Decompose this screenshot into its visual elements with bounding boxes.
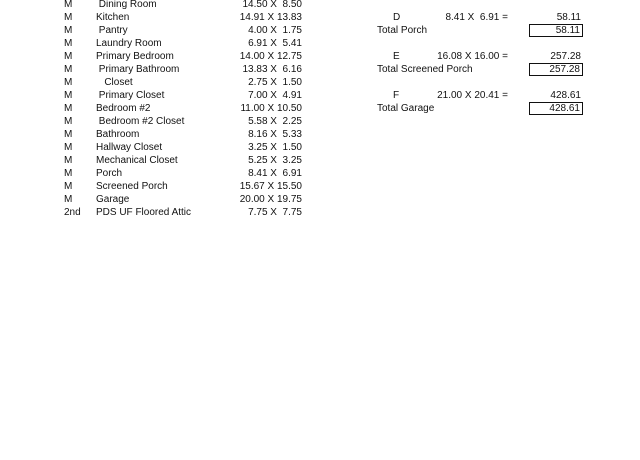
room-name: Closet: [96, 77, 133, 88]
room-row: [0, 63, 320, 76]
calc-row: [376, 89, 586, 102]
room-dimensions: 8.41 X 6.91: [248, 168, 302, 179]
room-row: [0, 24, 320, 37]
room-name: Screened Porch: [96, 181, 168, 192]
total-label: Total Screened Porch: [377, 64, 473, 75]
total-box: [529, 102, 583, 115]
room-name: Primary Bedroom: [96, 51, 174, 62]
room-level: M: [64, 142, 73, 153]
room-dimensions: 5.58 X 2.25: [248, 116, 302, 127]
calc-expression: 21.00 X 20.41 =: [437, 90, 508, 101]
total-row: [376, 63, 586, 76]
room-level: M: [64, 12, 73, 23]
room-name: Dining Room: [96, 0, 157, 10]
room-dimensions: 11.00 X 10.50: [240, 103, 302, 114]
calc-code: E: [393, 51, 400, 62]
room-row: [0, 0, 320, 11]
room-dimensions: 7.00 X 4.91: [248, 90, 302, 101]
room-level: M: [64, 25, 73, 36]
room-dimensions: 14.00 X 12.75: [239, 51, 302, 62]
room-name: PDS UF Floored Attic: [96, 207, 192, 218]
room-level: M: [64, 51, 73, 62]
room-dimensions: 2.75 X 1.50: [248, 77, 302, 88]
room-level: M: [64, 64, 73, 75]
room-level: M: [64, 116, 73, 127]
calc-result: 257.28: [550, 51, 581, 62]
total-label: Total Porch: [377, 25, 428, 36]
room-dimensions: 5.25 X 3.25: [248, 155, 302, 166]
room-dimensions: 7.75 X 7.75: [248, 207, 302, 218]
room-level: M: [64, 0, 73, 10]
room-dimensions: 13.83 X 6.16: [242, 64, 302, 75]
room-level: M: [64, 155, 73, 166]
room-level: M: [64, 129, 73, 140]
room-row: [0, 180, 320, 193]
total-box: [529, 63, 583, 76]
room-row: [0, 50, 320, 63]
room-name: Bathroom: [96, 129, 140, 140]
room-dimensions: 14.91 X 13.83: [239, 12, 302, 23]
room-name: Pantry: [96, 25, 128, 36]
room-row: [0, 89, 320, 102]
room-level: M: [64, 168, 73, 179]
calc-row: [376, 11, 586, 24]
calc-result: 428.61: [550, 90, 581, 101]
room-name: Laundry Room: [96, 38, 162, 49]
room-row: [0, 128, 320, 141]
room-row: [0, 102, 320, 115]
room-level: M: [64, 90, 73, 101]
total-value: 58.11: [555, 25, 580, 36]
room-row: [0, 141, 320, 154]
room-dimensions: 15.67 X 15.50: [239, 181, 302, 192]
total-row: [376, 102, 586, 115]
total-value: 428.61: [549, 103, 580, 114]
room-dimensions: 3.25 X 1.50: [248, 142, 302, 153]
room-name: Primary Closet: [96, 90, 165, 101]
room-level: M: [64, 38, 73, 49]
calc-code: F: [393, 90, 400, 101]
total-row: [376, 24, 586, 37]
room-dimensions: 8.16 X 5.33: [248, 129, 302, 140]
calc-expression: 16.08 X 16.00 =: [437, 51, 508, 62]
room-name: Porch: [96, 168, 123, 179]
room-row: [0, 37, 320, 50]
room-name: Garage: [96, 194, 130, 205]
room-name: Primary Bathroom: [96, 64, 180, 75]
room-level: M: [64, 194, 73, 205]
room-name: Bedroom #2: [96, 103, 151, 114]
room-name: Bedroom #2 Closet: [96, 116, 185, 127]
room-row: [0, 115, 320, 128]
room-level: M: [64, 77, 73, 88]
room-name: Hallway Closet: [96, 142, 163, 153]
room-level: M: [64, 181, 73, 192]
room-level: 2nd: [64, 207, 81, 218]
room-row: [0, 11, 320, 24]
room-dimensions: 14.50 X 8.50: [242, 0, 302, 10]
calc-expression: 8.41 X 6.91 =: [445, 12, 508, 23]
room-name: Kitchen: [96, 12, 130, 23]
calc-result: 58.11: [556, 12, 581, 23]
room-row: [0, 206, 320, 219]
room-row: [0, 76, 320, 89]
room-row: [0, 193, 320, 206]
room-row: [0, 154, 320, 167]
room-dimensions: 20.00 X 19.75: [239, 194, 302, 205]
calc-code: D: [393, 12, 401, 23]
room-row: [0, 167, 320, 180]
room-dimensions: 4.00 X 1.75: [248, 25, 302, 36]
calc-row: [376, 50, 586, 63]
total-value: 257.28: [549, 64, 580, 75]
total-box: [529, 24, 583, 37]
room-dimensions: 6.91 X 5.41: [248, 38, 302, 49]
room-name: Mechanical Closet: [96, 155, 178, 166]
total-label: Total Garage: [377, 103, 435, 114]
room-level: M: [64, 103, 73, 114]
